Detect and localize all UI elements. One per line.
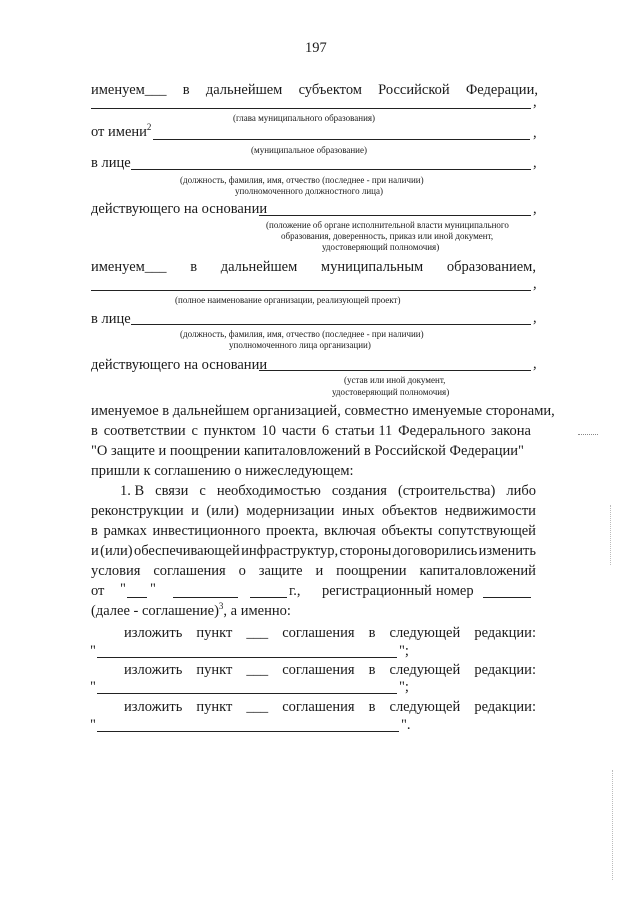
acting-label: действующего на основании xyxy=(91,201,268,217)
word: в xyxy=(368,625,376,641)
footnote-ref: 3 xyxy=(218,601,224,612)
line-end-comma: , xyxy=(533,356,537,372)
caption-municipality: (муниципальное образование) xyxy=(251,145,367,155)
word: о xyxy=(238,563,246,579)
caption-basis-1: (положение об органе исполнительной власти муниципального xyxy=(266,220,509,230)
word: стороны xyxy=(339,543,392,559)
word: Федерации, xyxy=(465,82,538,98)
block2-line1 xyxy=(91,259,536,276)
clause1-line2 xyxy=(91,503,536,520)
year-suffix: г., xyxy=(289,583,301,599)
word: либо xyxy=(506,483,536,499)
registration-number-field[interactable] xyxy=(483,597,531,598)
word: создания xyxy=(331,483,387,499)
caption-basis-2: образования, доверенность, приказ или иной документ, xyxy=(281,231,494,241)
registration-number-label: номер xyxy=(436,583,474,599)
word: пункт xyxy=(196,662,233,678)
caption-person-2: уполномоченного лица организации) xyxy=(229,340,371,350)
caption-basis-1: (устав или иной документ, xyxy=(344,375,446,385)
word: в xyxy=(190,259,198,275)
word: 10 xyxy=(261,423,276,439)
scan-mark xyxy=(610,505,611,565)
word: ___ xyxy=(246,699,269,715)
block1-line1 xyxy=(91,82,538,99)
word: статьи 11 xyxy=(334,423,393,439)
date-day-field[interactable] xyxy=(127,597,147,598)
word: и xyxy=(191,503,199,519)
word: модернизации xyxy=(246,503,335,519)
word: включая xyxy=(323,523,376,539)
line-end-comma: , xyxy=(533,125,537,141)
date-from-label: от xyxy=(91,583,105,599)
word: (или) xyxy=(206,503,239,519)
line-end-comma: , xyxy=(533,276,537,292)
clause1-line3 xyxy=(91,523,536,540)
fill-line[interactable] xyxy=(131,169,531,170)
word: изложить xyxy=(124,625,183,641)
word: закона xyxy=(490,423,531,439)
quote-open: " xyxy=(90,643,96,659)
word: поощрении xyxy=(336,563,407,579)
date-month-field[interactable] xyxy=(173,597,238,598)
word: пункт xyxy=(196,625,233,641)
fill-line[interactable] xyxy=(153,139,530,140)
word: изложить xyxy=(124,699,183,715)
caption-person-1: (должность, фамилия, имя, отчество (последнее - при наличии) xyxy=(180,329,424,339)
caption-basis-2: удостоверяющий полномочия) xyxy=(332,387,450,397)
word: реконструкции xyxy=(91,503,184,519)
word: (или) xyxy=(100,543,133,559)
preamble-line4: пришли к соглашению о нижеследующем: xyxy=(91,463,354,479)
word: соглашения xyxy=(282,662,355,678)
word: изложить xyxy=(124,662,183,678)
word: 6 xyxy=(321,423,330,439)
amendment-line xyxy=(124,625,536,642)
word: соглашения xyxy=(153,563,226,579)
caption-basis-3: удостоверяющий полномочия) xyxy=(322,242,440,252)
from-name-label: от имени$^2$ xyxy=(91,122,152,140)
line-end-comma: , xyxy=(533,94,537,110)
word: дальнейшем xyxy=(220,259,298,275)
fill-line[interactable] xyxy=(259,215,531,216)
clause1-line4 xyxy=(91,543,536,560)
word: именуем___ xyxy=(91,82,167,98)
amendment-line xyxy=(124,699,536,716)
word: обеспечивающей xyxy=(133,543,240,559)
caption-organization: (полное наименование организации, реализующей проект) xyxy=(175,295,401,305)
word: условия xyxy=(91,563,141,579)
fill-line[interactable] xyxy=(259,370,531,371)
word: в xyxy=(182,82,190,98)
registration-label: регистрационный xyxy=(322,583,432,599)
word: Российской xyxy=(378,82,450,98)
word: пунктом xyxy=(203,423,256,439)
word: (строительства) xyxy=(397,483,496,499)
quote-close: ". xyxy=(401,717,411,733)
word: соглашения xyxy=(282,699,355,715)
word: объектов xyxy=(382,503,438,519)
word: редакции: xyxy=(474,699,536,715)
amendment-text-field[interactable] xyxy=(97,731,399,732)
word: и xyxy=(91,543,99,559)
word: редакции: xyxy=(474,662,536,678)
caption-head: (глава муниципального образования) xyxy=(233,113,376,123)
line-end-comma: , xyxy=(533,201,537,217)
word: Федерального xyxy=(398,423,486,439)
preamble-line2 xyxy=(91,423,531,440)
amendment-text-field[interactable] xyxy=(97,657,397,658)
word: инвестиционного xyxy=(152,523,261,539)
word: дальнейшем xyxy=(205,82,283,98)
quote-close: " xyxy=(150,581,156,597)
fill-line[interactable] xyxy=(91,108,531,109)
preamble-line3: "О защите и поощрении капиталовложений в Российской Федерации" xyxy=(91,443,524,459)
quote-close: "; xyxy=(399,643,409,659)
word: соответствии xyxy=(103,423,186,439)
amendment-line xyxy=(124,662,536,679)
word: в xyxy=(368,699,376,715)
date-year-field[interactable] xyxy=(250,597,287,598)
word: ___ xyxy=(246,625,269,641)
in-person-label: в лице xyxy=(91,155,131,171)
word: недвижимости xyxy=(444,503,536,519)
word: образованием, xyxy=(446,259,536,275)
word: рамках xyxy=(103,523,147,539)
word: 1. В xyxy=(120,483,145,499)
quote-open: " xyxy=(120,581,126,597)
clause1-line1 xyxy=(120,483,536,500)
in-person-label: в лице xyxy=(91,311,131,327)
quote-close: "; xyxy=(399,679,409,695)
word: связи xyxy=(155,483,189,499)
word: следующей xyxy=(389,699,461,715)
acting-label: действующего на основании xyxy=(91,357,268,373)
word: муниципальным xyxy=(320,259,424,275)
word: в xyxy=(368,662,376,678)
word: защите xyxy=(258,563,303,579)
word: и xyxy=(315,563,324,579)
scan-mark xyxy=(612,770,613,880)
word: следующей xyxy=(389,625,461,641)
footnote-ref: 2 xyxy=(146,122,152,133)
word: договорились xyxy=(392,543,478,559)
word: именуем___ xyxy=(91,259,167,275)
hereinafter-line: (далее - соглашение)$^3$, а именно: xyxy=(91,601,291,619)
word: объекты xyxy=(381,523,433,539)
margin-mark xyxy=(578,434,598,435)
word: части xyxy=(281,423,317,439)
line-end-comma: , xyxy=(533,310,537,326)
word: ___ xyxy=(246,662,269,678)
clause1-line5 xyxy=(91,563,536,580)
line-end-comma: , xyxy=(533,155,537,171)
word: капиталовложений xyxy=(419,563,536,579)
word: иных xyxy=(341,503,375,519)
word: инфраструктур, xyxy=(241,543,339,559)
page-number: 197 xyxy=(305,40,327,56)
caption-person-2: уполномоченного должностного лица) xyxy=(235,186,383,196)
word: с xyxy=(191,423,198,439)
quote-open: " xyxy=(90,717,96,733)
fill-line[interactable] xyxy=(91,290,531,291)
word: следующей xyxy=(389,662,461,678)
word: необходимостью xyxy=(216,483,321,499)
word: редакции: xyxy=(474,625,536,641)
caption-person-1: (должность, фамилия, имя, отчество (последнее - при наличии) xyxy=(180,175,424,185)
word: в xyxy=(91,423,98,439)
preamble-line1: именуемое в дальнейшем организацией, совместно именуемые сторонами, xyxy=(91,403,555,419)
quote-open: " xyxy=(90,679,96,695)
word: проекта, xyxy=(266,523,319,539)
word: с xyxy=(199,483,206,499)
amendment-text-field[interactable] xyxy=(97,693,397,694)
word: субъектом xyxy=(298,82,362,98)
fill-line[interactable] xyxy=(131,324,531,325)
word: изменить xyxy=(478,543,536,559)
word: в xyxy=(91,523,98,539)
word: пункт xyxy=(196,699,233,715)
word: соглашения xyxy=(282,625,355,641)
word: сопутствующей xyxy=(438,523,536,539)
